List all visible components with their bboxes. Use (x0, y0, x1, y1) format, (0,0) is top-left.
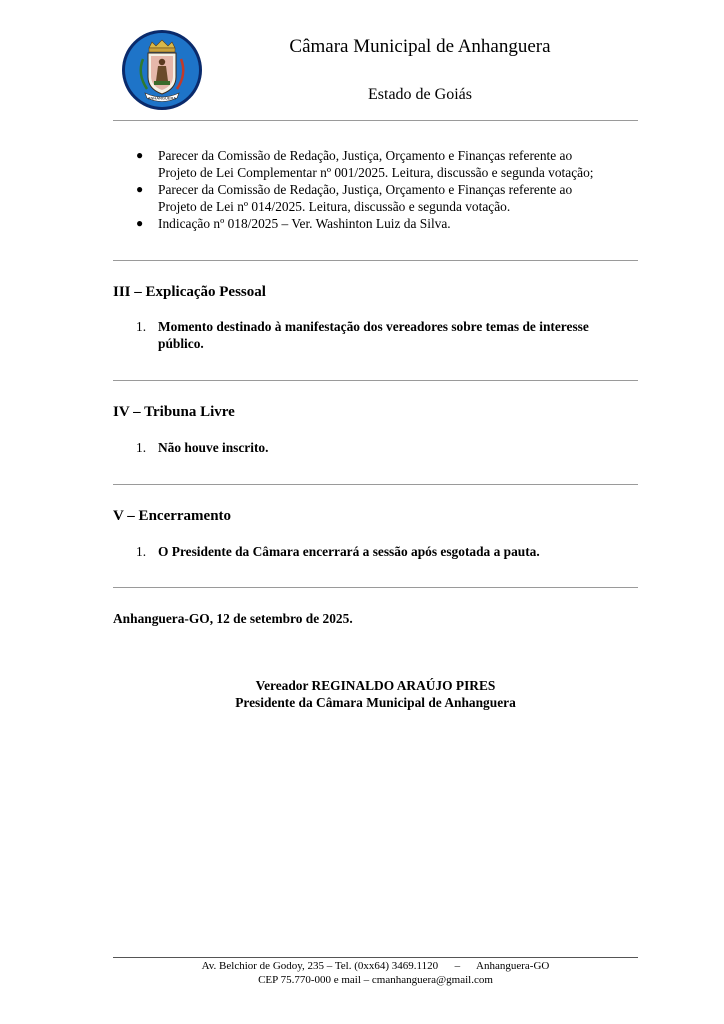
numbered-item (136, 318, 636, 352)
page-header-title: Câmara Municipal de Anhanguera (289, 36, 551, 57)
agenda-bullet-list (136, 147, 636, 232)
bullet-icon: ● (136, 216, 144, 230)
bullet-line: Parecer da Comissão de Redação, Justiça, Orçamento e Finanças referente ao (158, 182, 573, 197)
section-title-tribuna-livre: IV – Tribuna Livre (113, 404, 235, 420)
section-title-explicacao-pessoal: III – Explicação Pessoal (113, 284, 266, 300)
list-item (136, 147, 636, 181)
item-text: Não houve inscrito. (158, 440, 269, 455)
list-item (136, 215, 636, 232)
page-header-subtitle: Estado de Goiás (368, 86, 472, 103)
list-item (136, 181, 636, 215)
seal-ribbon-text: ANHANGUERA (147, 95, 177, 101)
signature-name: Vereador REGINALDO ARAÚJO PIRES (255, 678, 496, 693)
date-line: Anhanguera-GO, 12 de setembro de 2025. (113, 611, 353, 626)
bullet-icon: ● (136, 182, 144, 196)
item-number: 1. (136, 319, 147, 334)
footer-address: Av. Belchior de Godoy, 235 – Tel. (0xx64) 3469.1120 – Anhanguera-GO (201, 960, 550, 972)
bullet-line: Parecer da Comissão de Redação, Justiça, Orçamento e Finanças referente ao (158, 148, 573, 163)
signature-role: Presidente da Câmara Municipal de Anhanguera (235, 695, 516, 710)
bullet-line: Projeto de Lei nº 014/2025. Leitura, discussão e segunda votação. (158, 199, 511, 214)
section-divider (113, 260, 638, 261)
bullet-line: Projeto de Lei Complementar nº 001/2025. Leitura, discussão e segunda votação; (158, 165, 594, 180)
item-text: O Presidente da Câmara encerrará a sessão após esgotada a pauta. (158, 544, 540, 559)
numbered-item (136, 543, 636, 560)
section-divider (113, 484, 638, 485)
bullet-icon: ● (136, 148, 144, 162)
item-text: Momento destinado à manifestação dos vereadores sobre temas de interesse (158, 319, 589, 334)
item-text: público. (158, 336, 204, 351)
item-number: 1. (136, 440, 147, 455)
section-divider (113, 587, 638, 588)
item-number: 1. (136, 544, 147, 559)
section-divider (113, 380, 638, 381)
bullet-line: Indicação nº 018/2025 – Ver. Washinton Luiz da Silva. (158, 216, 451, 231)
numbered-item (136, 439, 636, 456)
municipal-seal-logo (121, 29, 203, 111)
section-title-encerramento: V – Encerramento (113, 508, 232, 524)
footer-contact: CEP 75.770-000 e mail – cmanhanguera@gmail.com (258, 974, 493, 986)
header-divider (113, 120, 638, 121)
footer-divider (113, 957, 638, 958)
